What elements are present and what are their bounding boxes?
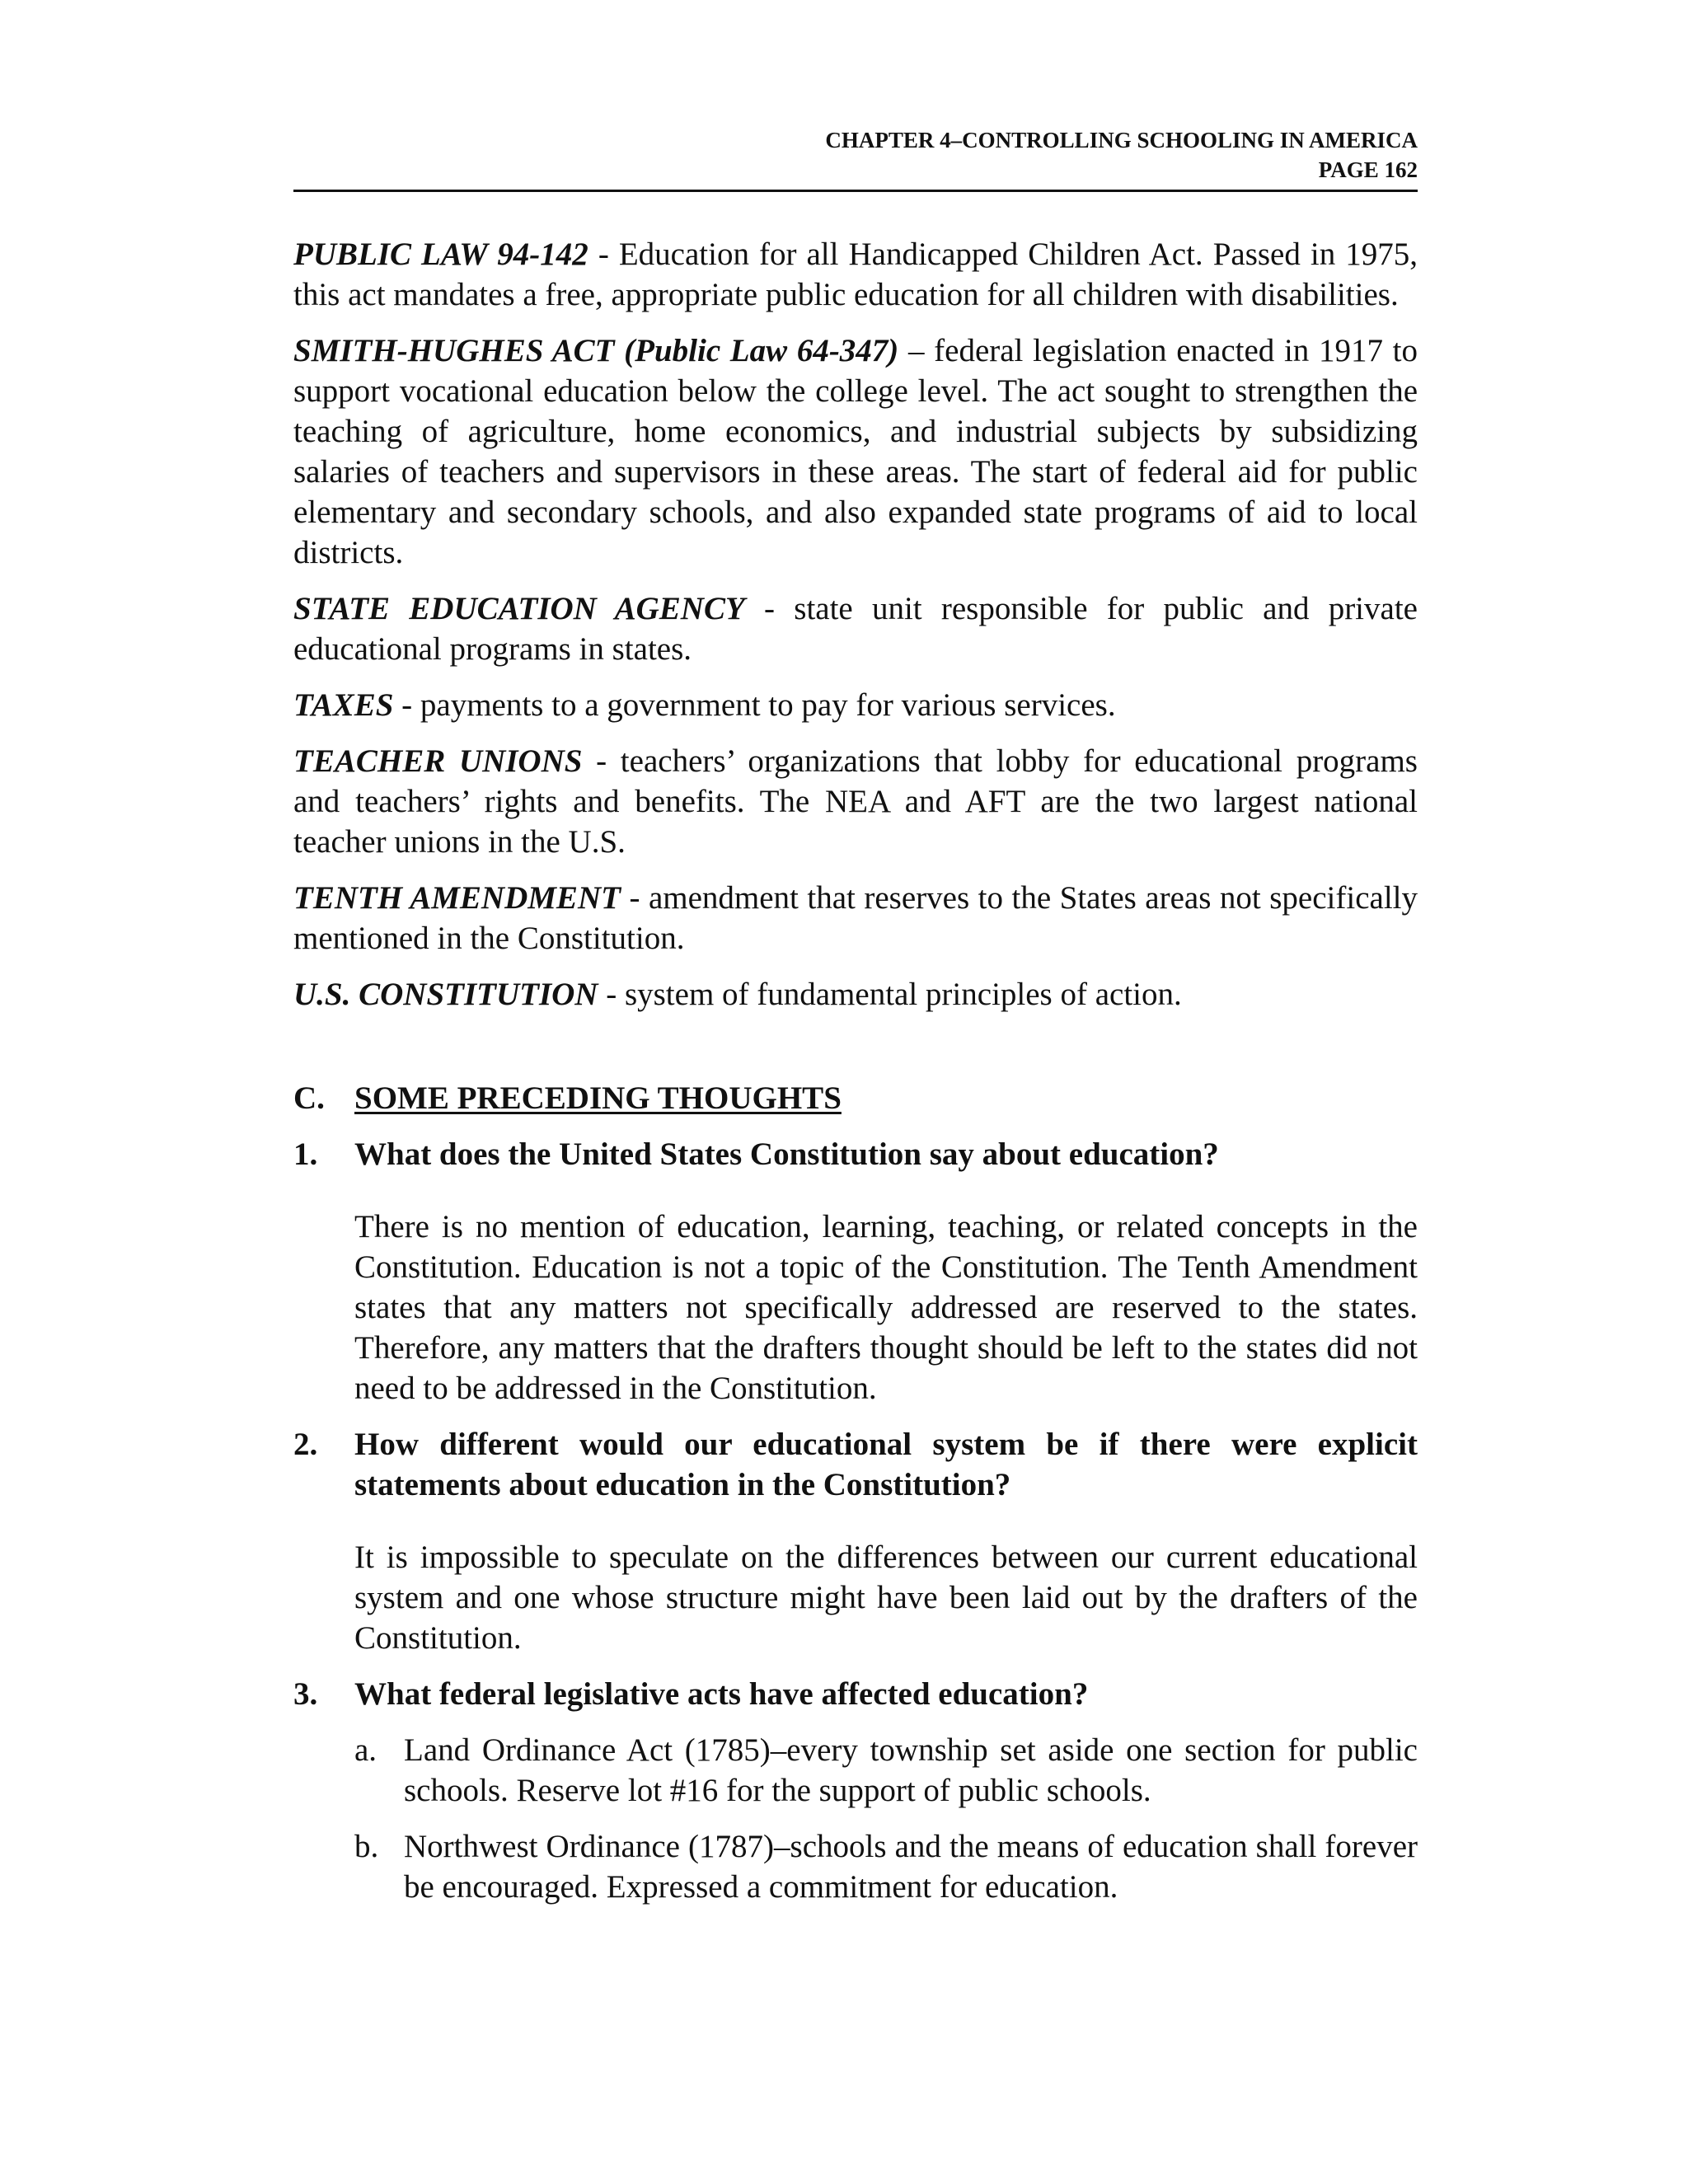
- definition-teacher-unions: [293, 741, 1418, 862]
- definition-term: TENTH AMENDMENT: [293, 880, 621, 916]
- answer-1: There is no mention of education, learning, teaching, or related concepts in the Constitution. Education is not a topic of the Constitution. The Tenth Amendment states that any matters not specifically addressed are reserved to the states. Therefore, any matters that the drafters thought should be left to the states did not need to be addressed in the Constitution.: [354, 1209, 1418, 1406]
- question-text: What federal legislative acts have affected education?: [354, 1676, 1089, 1712]
- definition-text: - state unit responsible for public and private educational programs in states.: [293, 591, 1418, 667]
- definition-tenth-amendment: [293, 878, 1418, 958]
- definition-term: U.S. CONSTITUTION: [293, 977, 598, 1012]
- definition-state-education-agency: [293, 588, 1418, 669]
- definition-term: PUBLIC LAW 94-142: [293, 237, 588, 272]
- list-item: [354, 1826, 1418, 1907]
- definition-text: - teachers’ organizations that lobby for educational programs and teachers’ rights and benefits. The NEA and AFT are the two largest national teacher unions in the U.S.: [293, 743, 1418, 860]
- section-letter: C.: [293, 1080, 325, 1116]
- question-1: [293, 1134, 1418, 1174]
- definition-text: - system of fundamental principles of action.: [598, 977, 1182, 1012]
- list-item-text: Northwest Ordinance (1787)–schools and the means of education shall forever be encouraged. Expressed a commitment for education.: [404, 1829, 1418, 1905]
- list-item-letter: a.: [354, 1732, 377, 1768]
- question-number: 1.: [293, 1137, 318, 1172]
- question-2: [293, 1424, 1418, 1505]
- definition-term: STATE EDUCATION AGENCY: [293, 591, 745, 626]
- definition-text: – federal legislation enacted in 1917 to support vocational education below the college level. The act sought to strengthen the teaching of agriculture, home economics, and industrial subjects by subsidizing salaries of teachers and supervisors in these areas. The start of federal aid for public elementary and secondary schools, and also expanded state programs of aid to local districts.: [293, 333, 1418, 570]
- section-title: SOME PRECEDING THOUGHTS: [354, 1080, 842, 1116]
- definition-us-constitution: [293, 974, 1418, 1015]
- definition-term: SMITH-HUGHES ACT (Public Law 64-347): [293, 333, 899, 368]
- definition-text: - amendment that reserves to the States areas not specifically mentioned in the Constitution.: [293, 880, 1418, 956]
- definition-taxes: [293, 685, 1418, 725]
- list-item-letter: b.: [354, 1829, 379, 1864]
- question-text: How different would our educational system be if there were explicit statements about education in the Constitution?: [354, 1427, 1418, 1502]
- definition-smith-hughes: [293, 330, 1418, 573]
- definition-text: - Education for all Handicapped Children Act. Passed in 1975, this act mandates a free, appropriate public education for all children with disabilities.: [293, 237, 1418, 312]
- list-item: [354, 1730, 1418, 1811]
- definition-text: - payments to a government to pay for various services.: [393, 687, 1116, 723]
- answer-2: It is impossible to speculate on the differences between our current educational system and one whose structure might have been laid out by the drafters of the Constitution.: [354, 1540, 1418, 1656]
- definition-term: TEACHER UNIONS: [293, 743, 583, 779]
- list-item-text: Land Ordinance Act (1785)–every township set aside one section for public schools. Reserve lot #16 for the support of public schools.: [404, 1732, 1418, 1808]
- question-number: 2.: [293, 1427, 318, 1462]
- page-content: [293, 234, 1418, 1923]
- page-header: [293, 125, 1418, 192]
- question-3: [293, 1674, 1418, 1714]
- question-number: 3.: [293, 1676, 318, 1712]
- section-heading: [293, 1078, 1418, 1118]
- question-text: What does the United States Constitution say about education?: [354, 1137, 1219, 1172]
- page-number: PAGE 162: [1318, 157, 1418, 182]
- chapter-title: CHAPTER 4–CONTROLLING SCHOOLING IN AMERICA: [825, 128, 1418, 152]
- definition-term: TAXES: [293, 687, 394, 723]
- definition-public-law: [293, 234, 1418, 315]
